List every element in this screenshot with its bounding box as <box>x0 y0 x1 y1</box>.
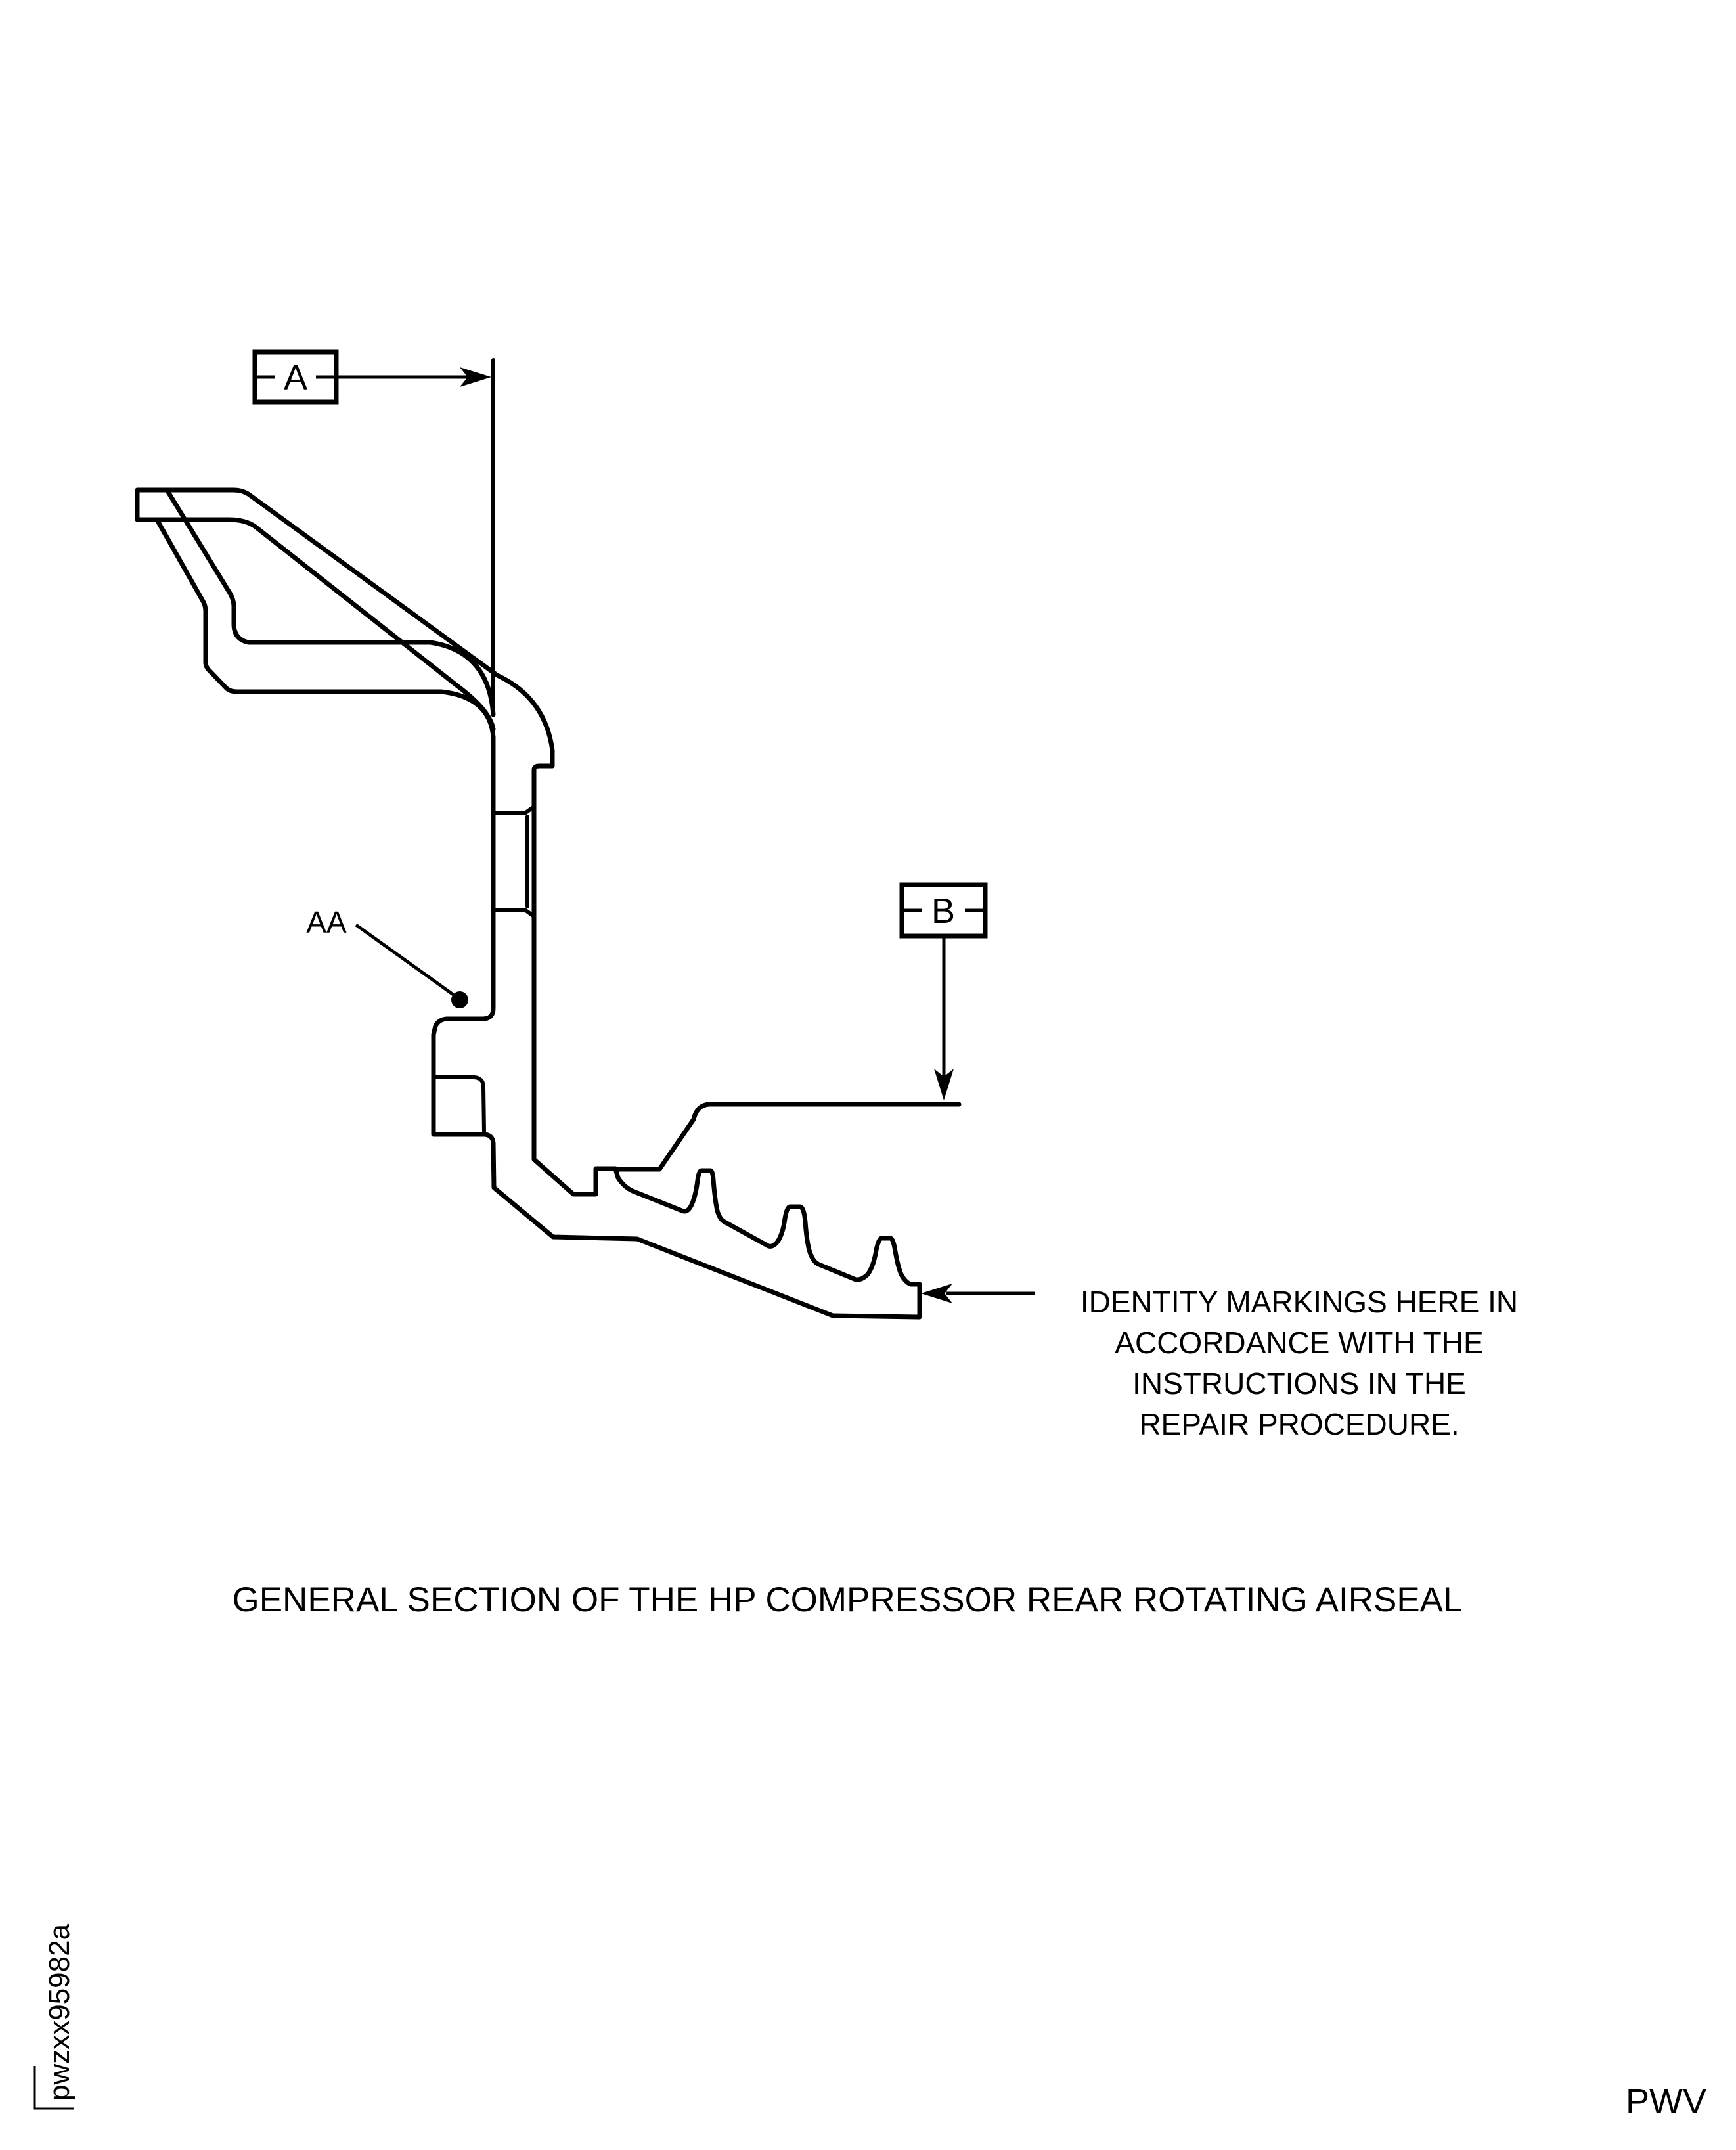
aa-callout <box>306 905 468 1008</box>
column-groove-top-line <box>493 807 534 813</box>
datum-b-flag <box>902 885 985 1100</box>
identity-note <box>921 1284 1518 1441</box>
identity-note-line-2: ACCORDANCE WITH THE <box>1115 1326 1484 1360</box>
identity-note-line-3: INSTRUCTIONS IN THE <box>1132 1366 1466 1400</box>
b-target-surface-line <box>617 1104 959 1169</box>
datum-b-label: B <box>931 891 956 931</box>
square-lug-step-lines <box>434 1077 484 1131</box>
aa-indicator-dot <box>451 991 468 1008</box>
datum-a-flag <box>255 352 493 713</box>
publisher-code: PWV <box>1626 2082 1707 2121</box>
footer <box>35 1923 1706 2121</box>
airseal-part <box>137 490 959 1317</box>
identity-note-line-1: IDENTITY MARKINGS HERE IN <box>1080 1285 1519 1319</box>
aa-leader <box>356 925 453 995</box>
figure-caption: GENERAL SECTION OF THE HP COMPRESSOR REAR ROTATING AIRSEAL <box>232 1580 1463 1619</box>
drawing-number: pwzxx95982a <box>43 1923 76 2101</box>
column-groove-bottom-line <box>493 910 534 916</box>
datum-a-label: A <box>283 358 308 397</box>
aa-label: AA <box>306 905 347 939</box>
identity-note-line-4: REPAIR PROCEDURE. <box>1139 1407 1459 1441</box>
